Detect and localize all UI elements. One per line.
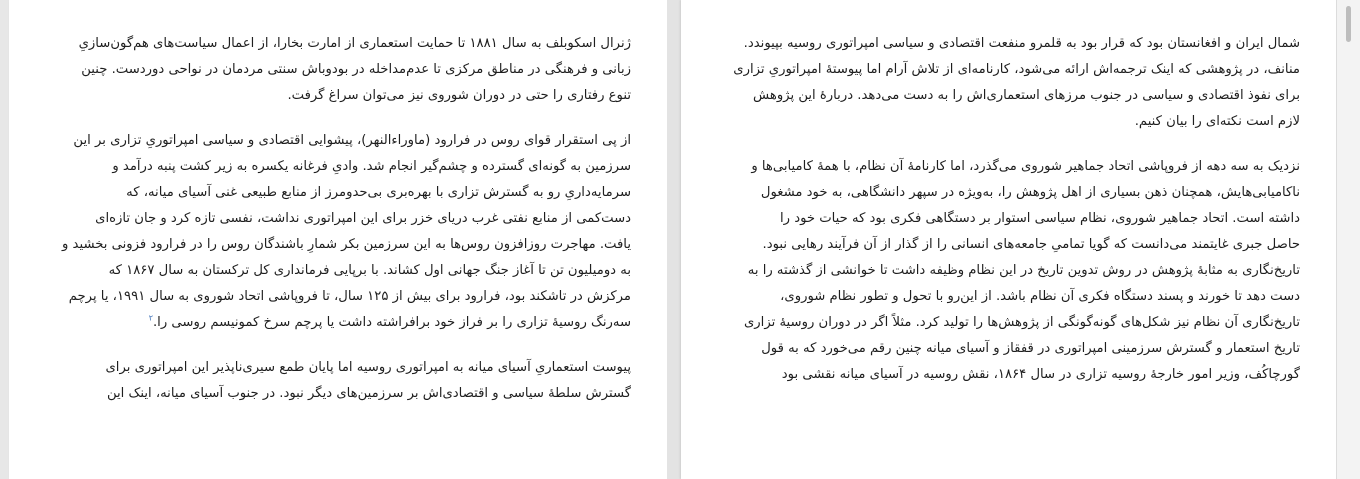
text-line: دست‌کمی از منابع نفتی غرب دریای خزر برای این امپراتوری نداشت، نفسی تازه کرد و جان تازه‌ای bbox=[95, 211, 631, 226]
text-line: پیوست استعماریِ آسیای میانه به امپراتوری روسیه اما پایان طمع سیری‌ناپذیر این امپراتوری برای bbox=[105, 360, 631, 375]
paragraph bbox=[45, 355, 631, 407]
text-line: لازم است نکته‌ای را بیان کنیم. bbox=[1134, 114, 1300, 129]
text-line: گسترش سلطهٔ سیاسی و اقتصادی‌اش بر سرزمین‌های دیگر نبود. در جنوب آسیای میانه، اینک این bbox=[106, 386, 631, 401]
text-line: ژنرال اسکوبلف به سال ۱۸۸۱ تا حمایت استعماری از امارت بخارا، از اعمال سیاست‌های هم‌گون‌سازیِ bbox=[78, 36, 631, 51]
text-line: دست دهد تا خورند و پسند دستگاه فکری آن نظام باشد. از این‌رو با تحول و تطور نظام شوروی، bbox=[780, 289, 1300, 304]
scrollbar-thumb[interactable] bbox=[1346, 6, 1351, 42]
text-line: یافت. مهاجرت روزافزون روس‌ها به این سرزمین بکر شمارِ باشندگان روس را در فرارود فزونی بخشید و bbox=[61, 237, 631, 252]
text-line: منانف، در پژوهشی که اینک ترجمه‌اش ارائه می‌شود، کارنامه‌ای از تلاش آرام اما پیوستهٔ امپراتوریِ تزاری bbox=[733, 62, 1300, 77]
text-line: تاریخ‌نگاری آن نظام نیز شکل‌های گونه‌گونگی از پژوهش‌ها را تولید کرد. مثلاً اگر در دوران روسیهٔ تزاری bbox=[743, 315, 1300, 330]
text-line: ناکامیابی‌هایش، همچنان ذهن بسیاری از اهل پژوهش را، به‌ویژه در سپهر دانشگاهی، به خود مشغول bbox=[760, 185, 1300, 200]
text-line: حاصل جبری غایتمند می‌دانست که گویا تمامیِ جامعه‌های انسانی را از گذار از آن فرآیند رهایی نبود. bbox=[762, 237, 1300, 252]
paragraph bbox=[45, 128, 631, 336]
left-page bbox=[9, 0, 667, 479]
text-line: تنوع رفتاری را حتی در دوران شوروی نیز می‌توان سراغ گرفت. bbox=[287, 88, 631, 103]
text-line-with-footnote bbox=[45, 310, 631, 336]
text-line: از پی استقرار قوای روس در فرارود (ماوراءالنهر)، پیشوایی اقتصادی و سیاسی امپراتوریِ تزاری بر این bbox=[73, 133, 631, 148]
page-gutter bbox=[667, 0, 681, 479]
text-line: مرکزش در تاشکند بود، فرارود برای بیش از ۱۲۵ سال، تا فروپاشی اتحاد شوروی به سال ۱۹۹۱، یا پرچم bbox=[68, 289, 631, 304]
paragraph bbox=[45, 31, 631, 109]
right-page bbox=[681, 0, 1336, 479]
footnote-marker[interactable]: ۲ bbox=[148, 313, 153, 323]
text-line: سرزمین به گونه‌ای گسترده و چشم‌گیر انجام شد. وادیِ فرغانه یکسره به زیر کشت پنبه درآمد و bbox=[112, 159, 631, 174]
paragraph bbox=[717, 154, 1300, 388]
text-line: شمال ایران و افغانستان بود که قرار بود به قلمرو منفعت اقتصادی و سیاسی امپراتوری روسیه بپیوندد. bbox=[743, 36, 1300, 51]
text-line: به دومیلیون تن تا آغاز جنگ جهانی اول کشاند. با برپایی فرمانداری کل ترکستان به سال ۱۸۶۷ که bbox=[108, 263, 631, 278]
text-line: گورچاکُف، وزیر امور خارجهٔ روسیه تزاری در سال ۱۸۶۴، نقش روسیه در آسیای میانه نقشی بود bbox=[781, 367, 1300, 382]
vertical-scrollbar[interactable] bbox=[1336, 0, 1360, 479]
text-line: تاریخ‌نگاری به مثابهٔ پژوهش در روش تدوین تاریخ در این نظام وظیفه داشت تا خوانشی از گذشته را به bbox=[747, 263, 1300, 278]
text-line: نزدیک به سه دهه از فروپاشی اتحاد جماهیر شوروی می‌گذرد، اما کارنامهٔ آن نظام، با همهٔ کامیابی‌ها و bbox=[751, 159, 1300, 174]
text-line: برای نفوذ اقتصادی و سیاسی در جنوب مرزهای استعماری‌اش را به دست می‌دهد. دربارهٔ این پژوهش bbox=[753, 88, 1300, 103]
paragraph bbox=[717, 31, 1300, 135]
text-line: تاریخ استعمار و گسترش سرزمینی امپراتوری در قفقاز و آسیای میانه چنین رقم می‌خورد که به قول bbox=[761, 341, 1300, 356]
text-line: سرمایه‌داریِ رو به گسترش تزاری با بهره‌بری بی‌حدومرز از منابع طبیعی غنی آسیای میانه، که bbox=[126, 185, 631, 200]
text-line: زبانی و فرهنگی در مناطق مرکزی تا عدم‌مداخله در بودوباش سنتی مردمان در نواحی دوردست. چنین bbox=[81, 62, 631, 77]
text-line: داشته است. اتحاد جماهیر شوروی، نظام سیاسی استوار بر دستگاهی فکری بود که حیات خود را bbox=[779, 211, 1300, 226]
text-span: سه‌رنگ روسیهٔ تزاری را بر فراز خود برافراشته داشت یا پرچم سرخ کمونیسم روسی را. bbox=[152, 315, 631, 330]
